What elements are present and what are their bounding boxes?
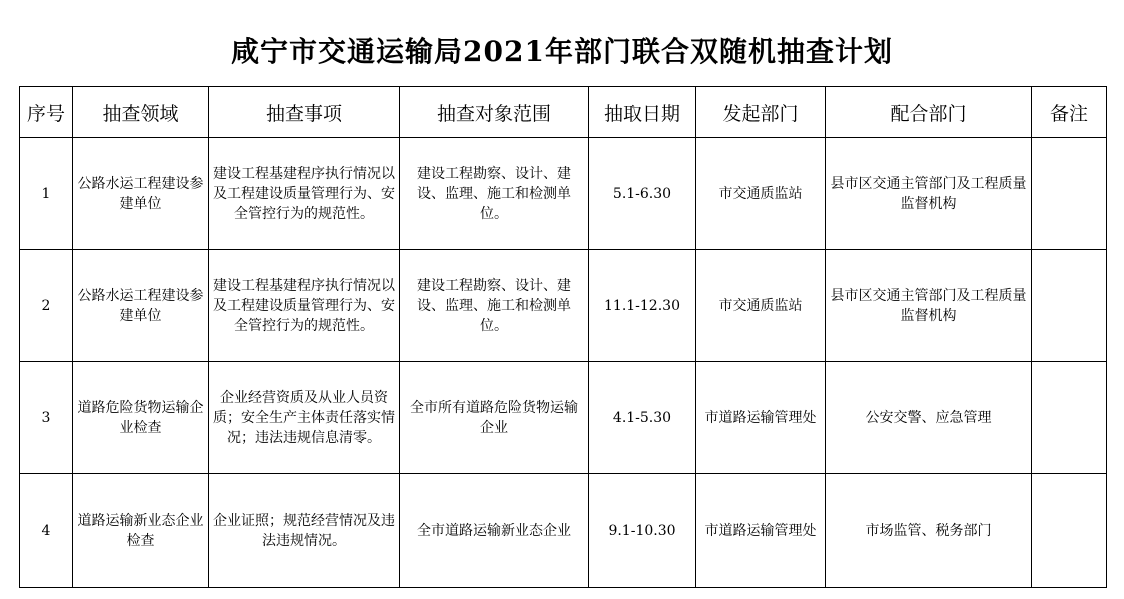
cell-item: 建设工程基建程序执行情况以及工程建设质量管理行为、安全管控行为的规范性。 [209,250,400,362]
table-header-row [20,87,1107,138]
cell-domain: 道路危险货物运输企业检查 [73,362,209,474]
cell-item: 企业证照；规范经营情况及违法违规情况。 [209,474,400,588]
header-initiator: 发起部门 [696,87,826,138]
cell-domain: 公路水运工程建设参建单位 [73,250,209,362]
cell-scope: 全市道路运输新业态企业 [400,474,589,588]
cell-item: 企业经营资质及从业人员资质；安全生产主体责任落实情况；违法违规信息清零。 [209,362,400,474]
cell-initiator: 市交通质监站 [696,138,826,250]
header-date: 抽取日期 [589,87,696,138]
cell-remark [1032,138,1107,250]
cell-initiator: 市交通质监站 [696,250,826,362]
cell-scope: 全市所有道路危险货物运输企业 [400,362,589,474]
cell-index: 3 [20,362,73,474]
cell-date: 9.1-10.30 [589,474,696,588]
header-domain: 抽查领域 [73,87,209,138]
cell-cooperator: 县市区交通主管部门及工程质量监督机构 [826,138,1032,250]
header-index: 序号 [20,87,73,138]
table-row [20,474,1107,588]
cell-cooperator: 公安交警、应急管理 [826,362,1032,474]
cell-cooperator: 市场监管、税务部门 [826,474,1032,588]
header-remark: 备注 [1032,87,1107,138]
cell-initiator: 市道路运输管理处 [696,362,826,474]
header-cooperator: 配合部门 [826,87,1032,138]
table-row [20,250,1107,362]
cell-date: 11.1-12.30 [589,250,696,362]
table-row [20,362,1107,474]
cell-initiator: 市道路运输管理处 [696,474,826,588]
cell-domain: 道路运输新业态企业检查 [73,474,209,588]
cell-date: 4.1-5.30 [589,362,696,474]
cell-date: 5.1-6.30 [589,138,696,250]
cell-index: 2 [20,250,73,362]
cell-index: 1 [20,138,73,250]
cell-remark [1032,362,1107,474]
inspection-plan-table [19,86,1107,588]
cell-cooperator: 县市区交通主管部门及工程质量监督机构 [826,250,1032,362]
cell-domain: 公路水运工程建设参建单位 [73,138,209,250]
cell-remark [1032,250,1107,362]
cell-scope: 建设工程勘察、设计、建设、监理、施工和检测单位。 [400,250,589,362]
table-row [20,138,1107,250]
cell-item: 建设工程基建程序执行情况以及工程建设质量管理行为、安全管控行为的规范性。 [209,138,400,250]
header-scope: 抽查对象范围 [400,87,589,138]
cell-index: 4 [20,474,73,588]
cell-scope: 建设工程勘察、设计、建设、监理、施工和检测单位。 [400,138,589,250]
cell-remark [1032,474,1107,588]
header-item: 抽查事项 [209,87,400,138]
document-title: 咸宁市交通运输局2021年部门联合双随机抽查计划 [231,35,893,68]
